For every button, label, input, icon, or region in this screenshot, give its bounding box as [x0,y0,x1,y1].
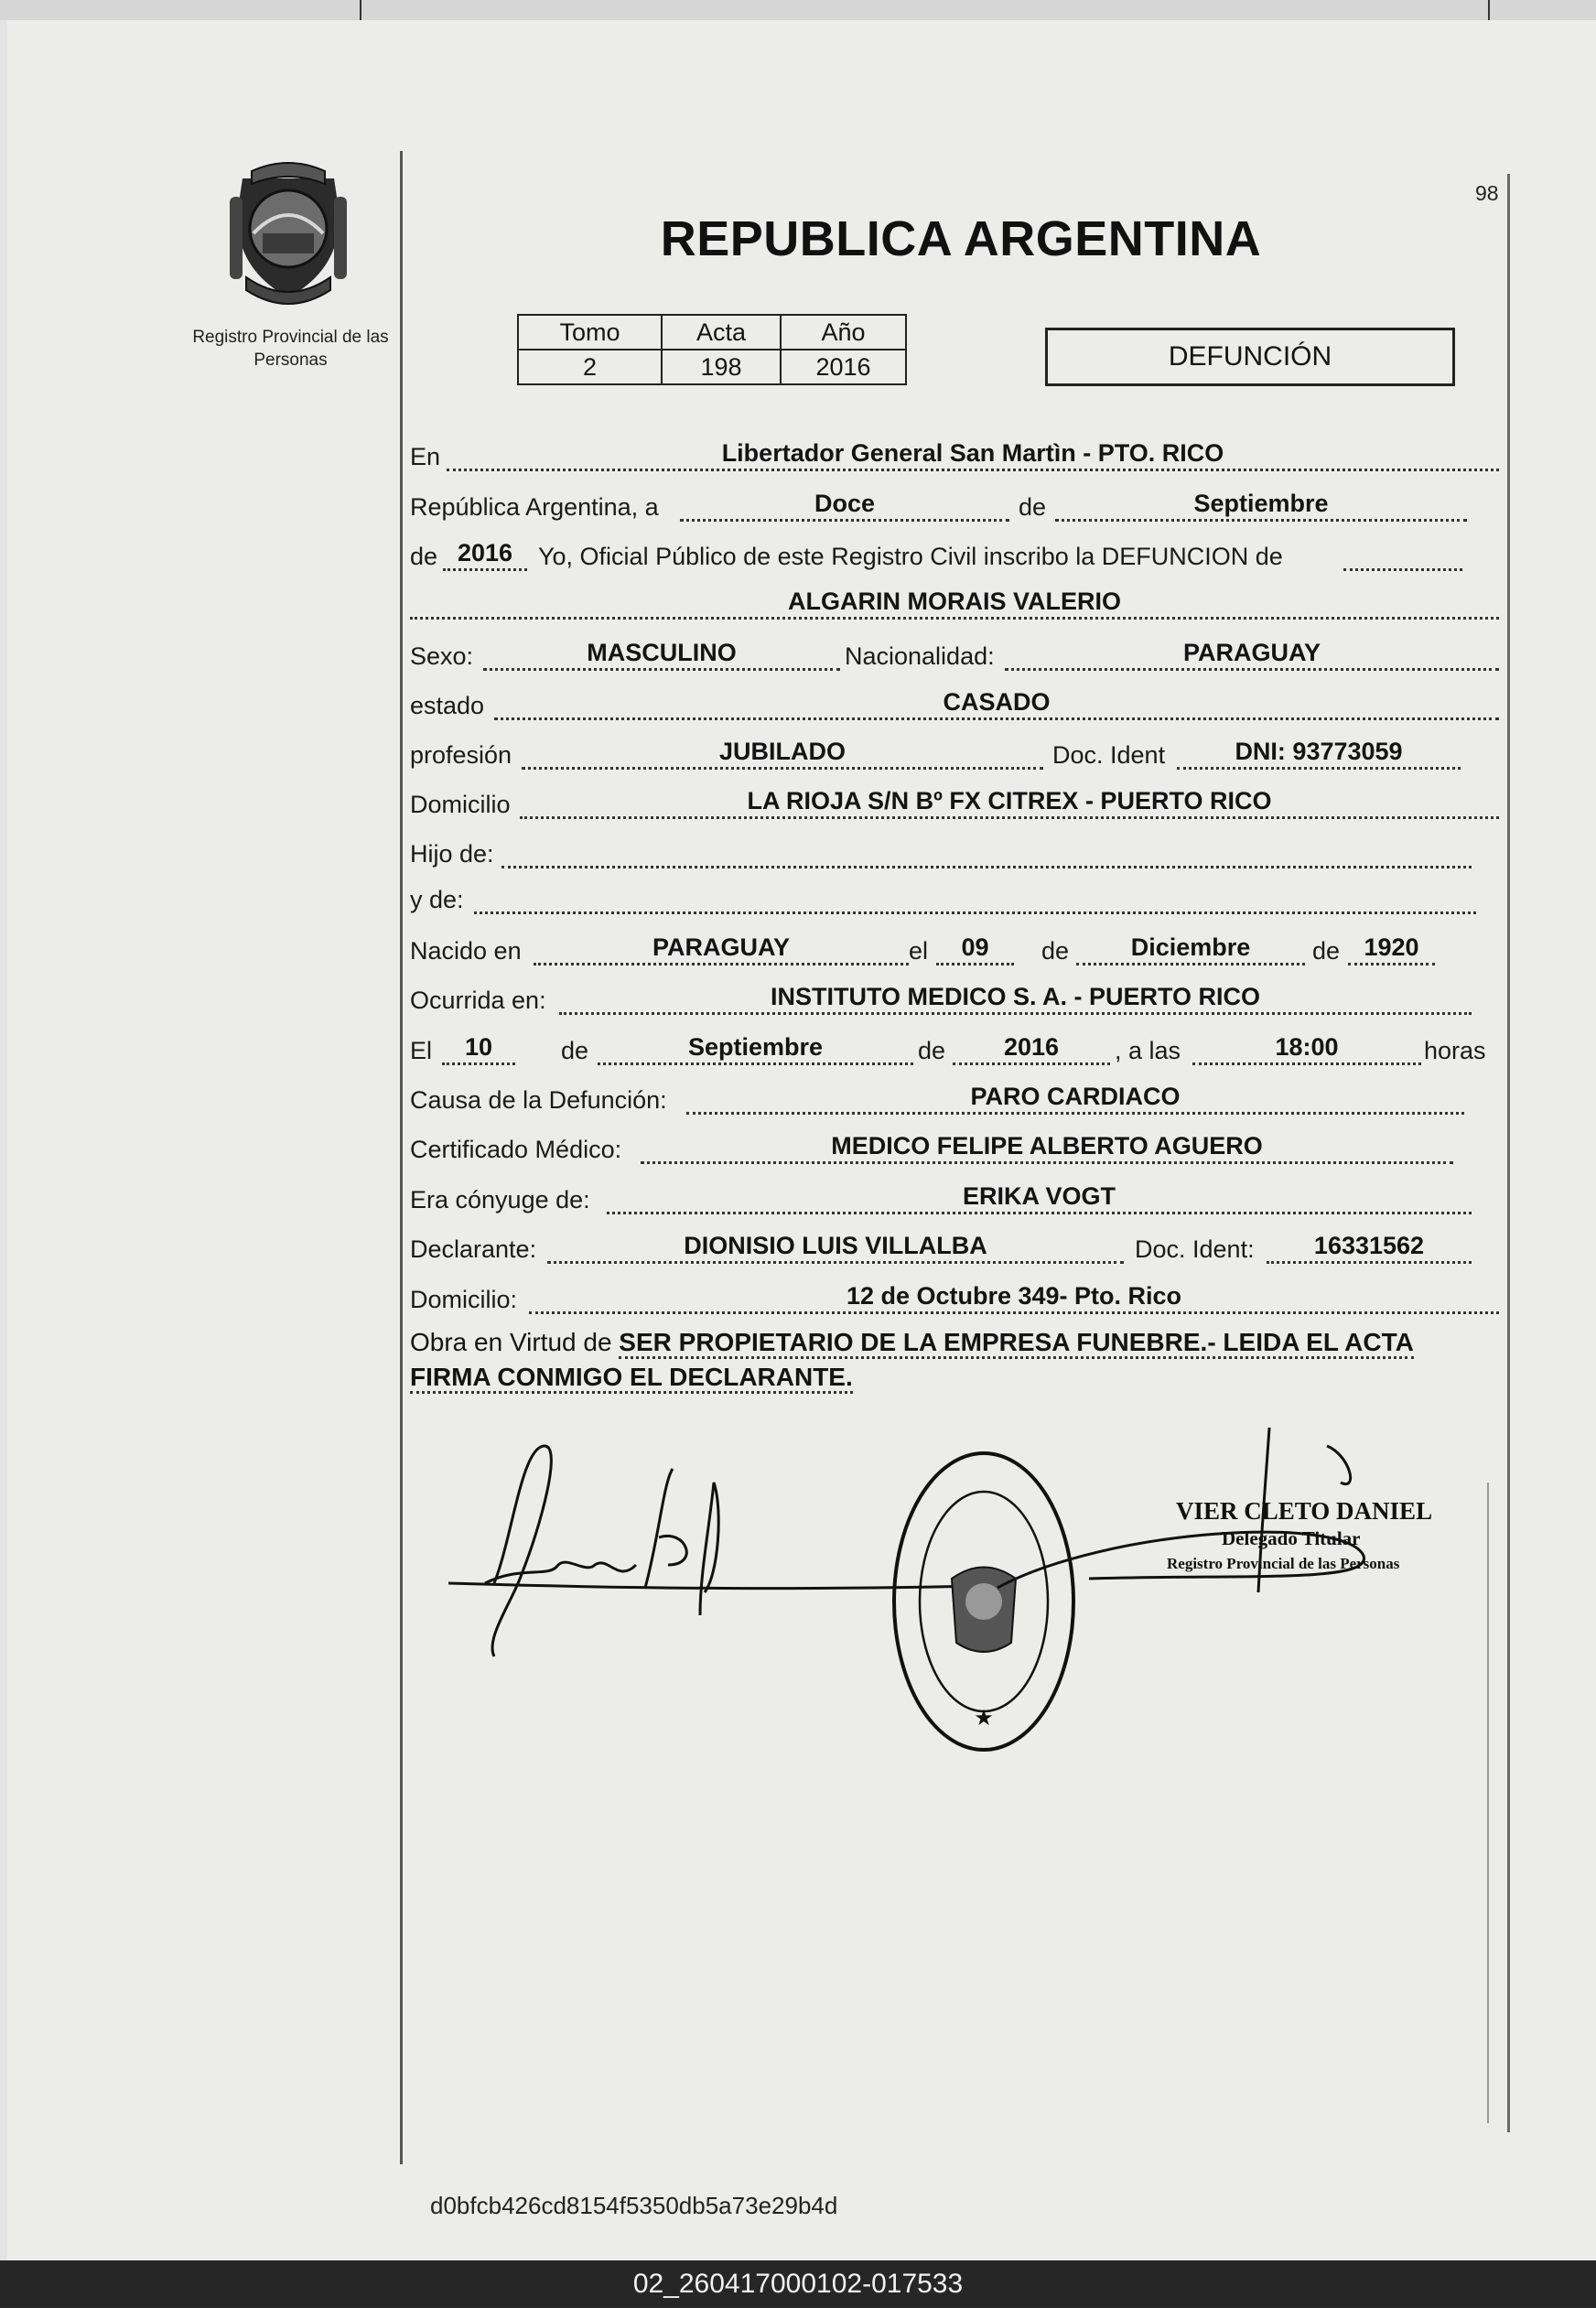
profesion-label: profesión [410,741,512,769]
margin-rule [1487,1483,1489,2123]
ano-header: Año [781,315,906,350]
officer-title: Delegado Titular [1222,1527,1361,1549]
document-hash: d0bfcb426cd8154f5350db5a73e29b4d [430,2192,838,2219]
document-title: REPUBLICA ARGENTINA [660,211,1262,266]
y-de-line [410,880,1499,921]
estado-label: estado [410,692,485,719]
date-line [410,488,1499,528]
intro-blank-field [1343,537,1462,571]
birth-year-field: 1920 [1348,932,1435,965]
el-label: el [909,937,929,965]
republica-label: República Argentina, a [410,493,659,521]
obra-field: SER PROPIETARIO DE LA EMPRESA FUNEBRE.- LEIDA EL ACTA FIRMA CONMIGO EL DECLARANTE. [410,1328,1414,1394]
birth-day-field: 09 [936,932,1014,965]
page-number: 98 [1475,181,1499,205]
declarante-field: DIONISIO LUIS VILLALBA [547,1230,1124,1264]
officer-org: Registro Provincial de las Personas [1167,1555,1400,1572]
a-las-label: , a las [1115,1037,1181,1064]
conyuge-line [410,1181,1499,1221]
certificado-line [410,1130,1499,1170]
scan-mark [360,0,361,20]
sexo-label: Sexo: [410,642,474,670]
certificado-label: Certificado Médico: [410,1136,622,1163]
obra-label: Obra en Virtud de [410,1328,612,1356]
domicilio-label: Domicilio [410,791,511,818]
de-label: de [561,1037,589,1064]
profesion-field: JUBILADO [522,736,1043,770]
scan-mark [1488,0,1490,20]
intro-text: Yo, Oficial Público de este Registro Civil inscribo la DEFUNCION de [538,543,1283,570]
y-de-field [474,880,1476,914]
doc-ident-label: Doc. Ident [1052,741,1166,769]
sex-line [410,637,1499,677]
death-date-line [410,1031,1499,1072]
scan-footer-id: 02_260417000102-017533 [0,2260,1596,2306]
year-field: 2016 [443,537,527,571]
en-label: En [410,443,441,470]
decl-domicilio-label: Domicilio: [410,1286,518,1313]
de-label: de [1041,937,1070,965]
sexo-field: MASCULINO [483,637,840,671]
obra-paragraph [410,1325,1499,1395]
de-label: de [1019,493,1047,521]
horas-label: horas [1424,1037,1486,1064]
officer-name: VIER CLETO DANIEL [1176,1497,1433,1525]
ano-value: 2016 [781,350,906,384]
conyuge-field: ERIKA VOGT [607,1181,1472,1214]
certificado-field: MEDICO FELIPE ALBERTO AGUERO [641,1130,1453,1164]
deceased-line [410,586,1499,626]
de-label: de [918,1037,946,1064]
de-label: de [1312,937,1341,965]
doc-ident-field: DNI: 93773059 [1177,736,1461,770]
conyuge-label: Era cónyuge de: [410,1186,590,1213]
birth-line [410,932,1499,972]
scan-edge [0,0,1596,20]
ocurrida-line [410,981,1499,1021]
month-text-field: Septiembre [1055,488,1467,522]
place-field: Libertador General San Martìn - PTO. RICO [447,437,1499,471]
svg-text:★: ★ [974,1706,994,1731]
causa-line [410,1081,1499,1121]
deceased-name-field: ALGARIN MORAIS VALERIO [410,586,1499,620]
province-seal-icon [224,160,352,311]
decl-doc-label: Doc. Ident: [1135,1235,1255,1263]
hijo-label: Hijo de: [410,840,494,868]
domicilio-line [410,785,1499,825]
declarant-signature [448,1446,1016,1656]
margin-rule [1507,174,1510,2132]
de-label: de [410,543,438,570]
death-time-field: 18:00 [1192,1031,1421,1065]
tomo-header: Tomo [518,315,662,350]
declarante-label: Declarante: [410,1235,537,1263]
death-year-field: 2016 [953,1031,1110,1065]
hijo-line [410,835,1499,875]
registry-label: Registro Provincial de las Personas [192,328,389,370]
registry-stamp-icon [894,1453,1073,1750]
nacido-en-field: PARAGUAY [534,932,909,965]
death-day-field: 10 [442,1031,515,1065]
register-table [517,314,907,385]
nacionalidad-field: PARAGUAY [1005,637,1499,671]
signatures-and-stamps [448,1428,1483,1775]
death-month-field: Septiembre [598,1031,913,1065]
estado-field: CASADO [494,686,1499,720]
tomo-value: 2 [518,350,662,384]
causa-field: PARO CARDIACO [686,1081,1464,1115]
decl-domicilio-field: 12 de Octubre 349- Pto. Rico [529,1280,1499,1314]
declarante-line [410,1230,1499,1270]
place-line [410,437,1499,478]
ocurrida-label: Ocurrida en: [410,987,546,1014]
decl-doc-field: 16331562 [1267,1230,1472,1264]
el-label: El [410,1037,433,1064]
ocurrida-field: INSTITUTO MEDICO S. A. - PUERTO RICO [559,981,1472,1015]
hijo-field [501,835,1472,868]
birth-month-field: Diciembre [1076,932,1305,965]
document-type-box: DEFUNCIÓN [1045,328,1455,386]
estado-line [410,686,1499,727]
acta-header: Acta [662,315,781,350]
profesion-line [410,736,1499,776]
y-de-label: y de: [410,886,464,913]
intro-line [410,537,1499,577]
nacionalidad-label: Nacionalidad: [845,642,995,670]
causa-label: Causa de la Defunción: [410,1086,667,1114]
decl-domicilio-line [410,1280,1499,1321]
domicilio-field: LA RIOJA S/N Bº FX CITREX - PUERTO RICO [520,785,1499,819]
margin-rule [400,151,403,2164]
nacido-label: Nacido en [410,937,522,965]
day-text-field: Doce [680,488,1009,522]
acta-value: 198 [662,350,781,384]
